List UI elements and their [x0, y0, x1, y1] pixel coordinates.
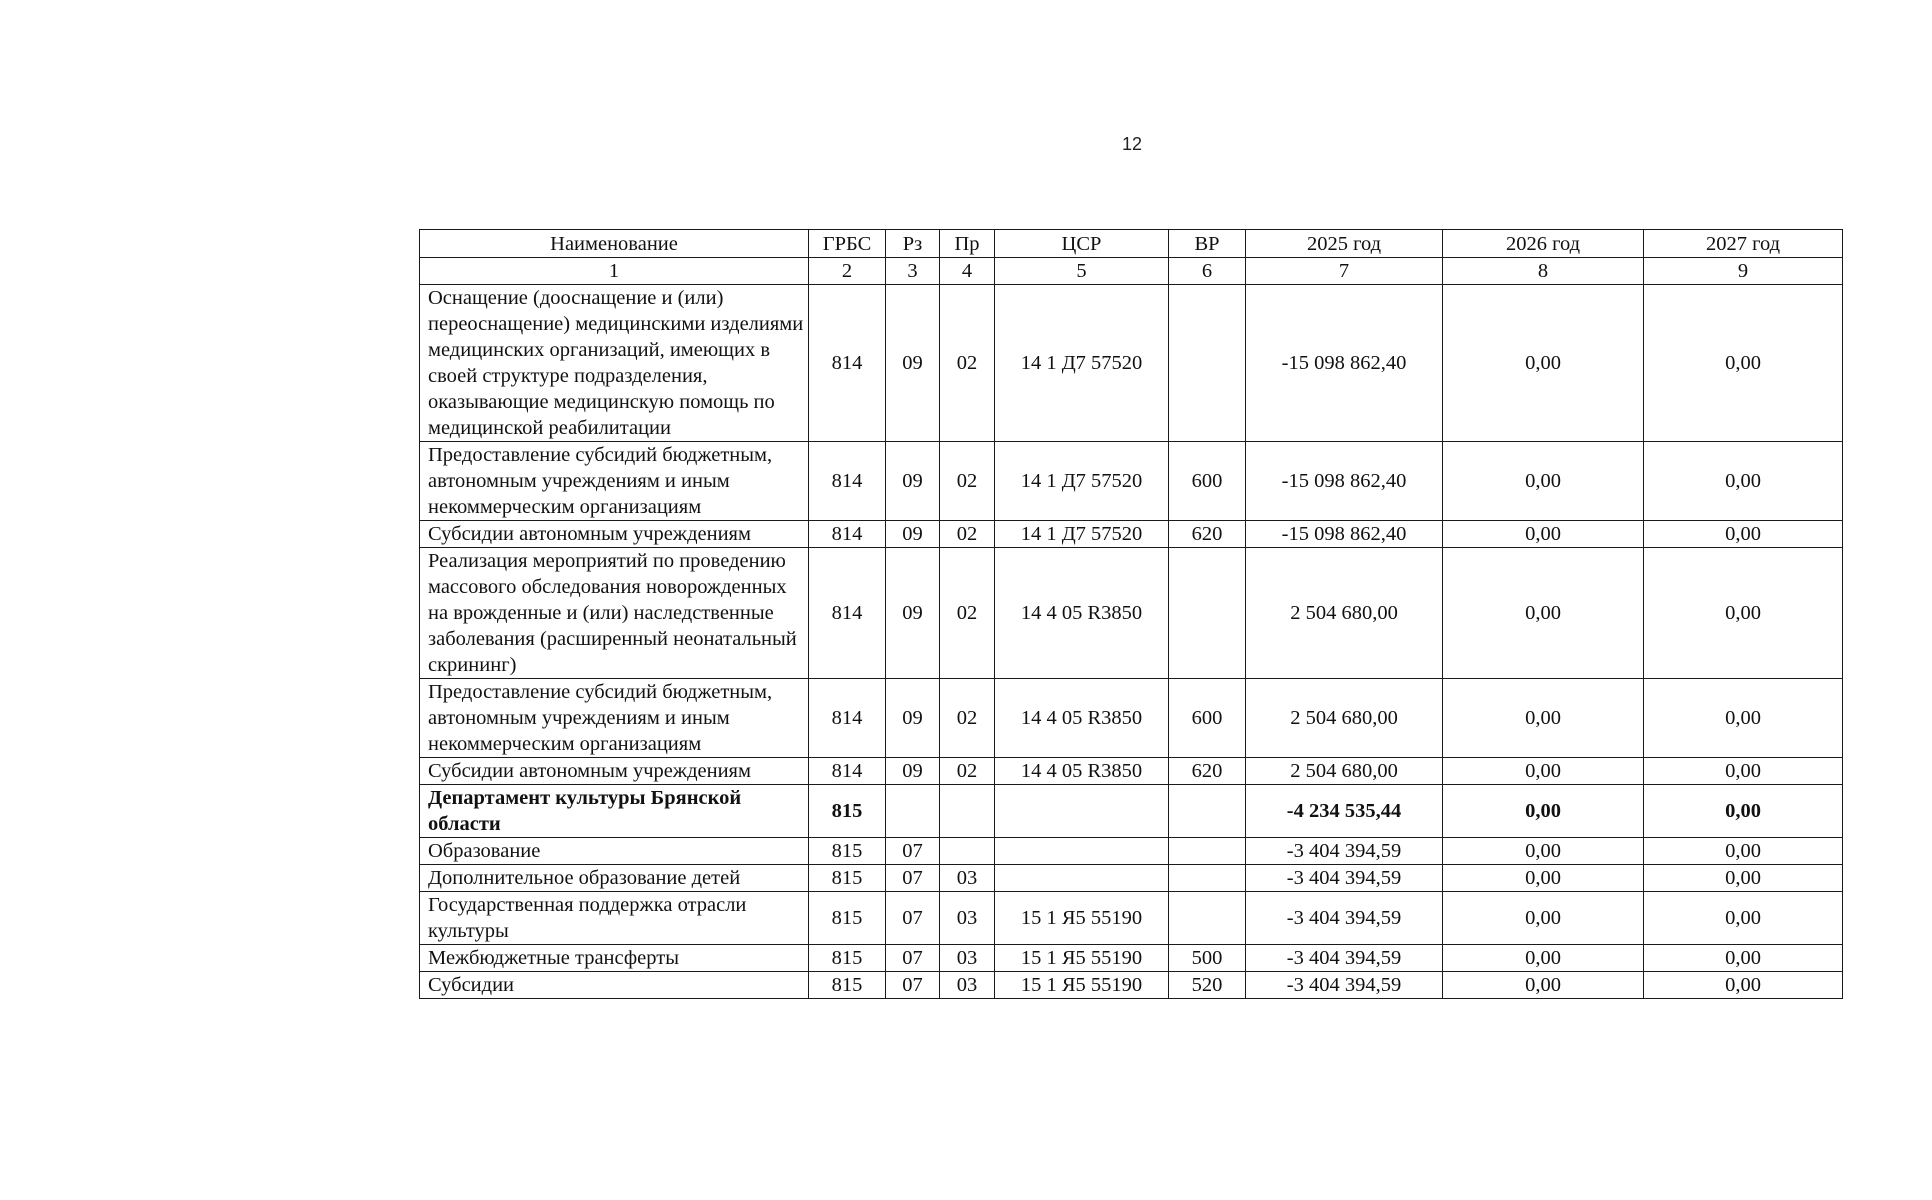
row-csr-cell: 14 4 05 R3850 — [995, 679, 1169, 758]
row-vr-cell: 600 — [1169, 442, 1246, 521]
row-pr-cell: 02 — [940, 679, 995, 758]
row-2026-cell: 0,00 — [1443, 442, 1644, 521]
column-number-cell: 3 — [886, 258, 940, 285]
table-row — [420, 758, 1843, 785]
row-2027-cell: 0,00 — [1644, 785, 1843, 838]
column-number-cell: 9 — [1644, 258, 1843, 285]
row-name-cell: Государственная поддержка отрасли культуры — [420, 892, 809, 945]
row-vr-cell — [1169, 285, 1246, 442]
row-2027-cell: 0,00 — [1644, 838, 1843, 865]
row-vr-cell: 600 — [1169, 679, 1246, 758]
row-2026-cell: 0,00 — [1443, 521, 1644, 548]
column-number-cell: 7 — [1246, 258, 1443, 285]
row-csr-cell: 14 1 Д7 57520 — [995, 442, 1169, 521]
table-row — [420, 892, 1843, 945]
row-csr-cell: 15 1 Я5 55190 — [995, 945, 1169, 972]
row-rz-cell: 09 — [886, 548, 940, 679]
row-rz-cell: 07 — [886, 892, 940, 945]
table-row — [420, 838, 1843, 865]
table-row — [420, 521, 1843, 548]
table-body — [420, 230, 1843, 999]
row-grbs-cell: 814 — [809, 442, 886, 521]
row-rz-cell: 07 — [886, 972, 940, 999]
row-2026-cell: 0,00 — [1443, 972, 1644, 999]
row-name-cell: Предоставление субсидий бюджетным, автономным учреждениям и иным некоммерческим организациям — [420, 442, 809, 521]
budget-table — [419, 229, 1843, 999]
table-row — [420, 865, 1843, 892]
row-csr-cell: 14 4 05 R3850 — [995, 758, 1169, 785]
row-name-cell: Департамент культуры Брянской области — [420, 785, 809, 838]
row-vr-cell: 520 — [1169, 972, 1246, 999]
row-name-cell: Реализация мероприятий по проведению массового обследования новорожденных на врожденные и (или) наследственные заболевания (расширенный неонатальный скрининг) — [420, 548, 809, 679]
row-name-cell: Субсидии автономным учреждениям — [420, 758, 809, 785]
row-name-cell: Образование — [420, 838, 809, 865]
row-pr-cell: 03 — [940, 972, 995, 999]
row-2026-cell: 0,00 — [1443, 548, 1644, 679]
row-pr-cell: 02 — [940, 548, 995, 679]
row-pr-cell: 02 — [940, 521, 995, 548]
row-csr-cell: 14 1 Д7 57520 — [995, 521, 1169, 548]
table-row — [420, 548, 1843, 679]
header-row — [420, 230, 1843, 258]
row-2027-cell: 0,00 — [1644, 521, 1843, 548]
header-cell-2027: 2027 год — [1644, 230, 1843, 258]
table-row — [420, 285, 1843, 442]
row-2027-cell: 0,00 — [1644, 972, 1843, 999]
row-2026-cell: 0,00 — [1443, 758, 1644, 785]
table-row — [420, 442, 1843, 521]
row-rz-cell: 09 — [886, 521, 940, 548]
header-cell-rz: Рз — [886, 230, 940, 258]
row-name-cell: Субсидии автономным учреждениям — [420, 521, 809, 548]
column-number-row — [420, 258, 1843, 285]
row-grbs-cell: 815 — [809, 865, 886, 892]
row-2026-cell: 0,00 — [1443, 785, 1644, 838]
row-grbs-cell: 815 — [809, 945, 886, 972]
row-rz-cell: 09 — [886, 442, 940, 521]
row-pr-cell: 03 — [940, 945, 995, 972]
header-cell-csr: ЦСР — [995, 230, 1169, 258]
table-row — [420, 679, 1843, 758]
table-row — [420, 785, 1843, 838]
row-2025-cell: -15 098 862,40 — [1246, 442, 1443, 521]
row-pr-cell: 03 — [940, 865, 995, 892]
row-name-cell: Дополнительное образование детей — [420, 865, 809, 892]
row-2025-cell: -3 404 394,59 — [1246, 865, 1443, 892]
column-number-cell: 6 — [1169, 258, 1246, 285]
row-csr-cell: 15 1 Я5 55190 — [995, 972, 1169, 999]
row-pr-cell — [940, 785, 995, 838]
row-vr-cell — [1169, 548, 1246, 679]
row-2027-cell: 0,00 — [1644, 442, 1843, 521]
row-grbs-cell: 815 — [809, 892, 886, 945]
row-grbs-cell: 814 — [809, 758, 886, 785]
row-2025-cell: 2 504 680,00 — [1246, 679, 1443, 758]
row-2027-cell: 0,00 — [1644, 548, 1843, 679]
header-cell-2025: 2025 год — [1246, 230, 1443, 258]
row-csr-cell: 14 1 Д7 57520 — [995, 285, 1169, 442]
row-2025-cell: -15 098 862,40 — [1246, 285, 1443, 442]
row-pr-cell: 02 — [940, 442, 995, 521]
row-pr-cell — [940, 838, 995, 865]
header-cell-name: Наименование — [420, 230, 809, 258]
row-2027-cell: 0,00 — [1644, 758, 1843, 785]
header-cell-2026: 2026 год — [1443, 230, 1644, 258]
row-rz-cell: 07 — [886, 838, 940, 865]
row-name-cell: Предоставление субсидий бюджетным, автономным учреждениям и иным некоммерческим организациям — [420, 679, 809, 758]
row-2025-cell: 2 504 680,00 — [1246, 758, 1443, 785]
column-number-cell: 8 — [1443, 258, 1644, 285]
row-2026-cell: 0,00 — [1443, 679, 1644, 758]
row-2026-cell: 0,00 — [1443, 865, 1644, 892]
row-name-cell: Межбюджетные трансферты — [420, 945, 809, 972]
row-2025-cell: -3 404 394,59 — [1246, 892, 1443, 945]
row-2025-cell: -4 234 535,44 — [1246, 785, 1443, 838]
row-vr-cell — [1169, 838, 1246, 865]
row-name-cell: Оснащение (дооснащение и (или) переоснащение) медицинскими изделиями медицинских организаций, имеющих в своей структуре подразделения, оказывающие медицинскую помощь по медицинской реабилитации — [420, 285, 809, 442]
row-pr-cell: 02 — [940, 758, 995, 785]
row-name-cell: Субсидии — [420, 972, 809, 999]
row-rz-cell: 09 — [886, 758, 940, 785]
row-vr-cell: 620 — [1169, 758, 1246, 785]
row-grbs-cell: 814 — [809, 679, 886, 758]
row-rz-cell: 07 — [886, 865, 940, 892]
column-number-cell: 2 — [809, 258, 886, 285]
row-2025-cell: 2 504 680,00 — [1246, 548, 1443, 679]
header-cell-pr: Пр — [940, 230, 995, 258]
row-2027-cell: 0,00 — [1644, 679, 1843, 758]
row-2027-cell: 0,00 — [1644, 865, 1843, 892]
row-vr-cell — [1169, 865, 1246, 892]
row-2027-cell: 0,00 — [1644, 945, 1843, 972]
row-grbs-cell: 815 — [809, 785, 886, 838]
row-grbs-cell: 814 — [809, 285, 886, 442]
row-2027-cell: 0,00 — [1644, 892, 1843, 945]
row-rz-cell: 09 — [886, 285, 940, 442]
row-2025-cell: -3 404 394,59 — [1246, 838, 1443, 865]
row-2025-cell: -3 404 394,59 — [1246, 945, 1443, 972]
row-pr-cell: 02 — [940, 285, 995, 442]
row-2026-cell: 0,00 — [1443, 892, 1644, 945]
table-row — [420, 945, 1843, 972]
header-cell-grbs: ГРБС — [809, 230, 886, 258]
row-rz-cell: 09 — [886, 679, 940, 758]
row-2025-cell: -3 404 394,59 — [1246, 972, 1443, 999]
row-grbs-cell: 815 — [809, 838, 886, 865]
row-vr-cell: 620 — [1169, 521, 1246, 548]
row-csr-cell — [995, 785, 1169, 838]
budget-table-container — [419, 229, 1843, 999]
page-number: 12 — [1121, 134, 1143, 154]
row-grbs-cell: 814 — [809, 521, 886, 548]
row-csr-cell — [995, 838, 1169, 865]
row-csr-cell — [995, 865, 1169, 892]
row-2026-cell: 0,00 — [1443, 838, 1644, 865]
row-vr-cell: 500 — [1169, 945, 1246, 972]
header-cell-vr: ВР — [1169, 230, 1246, 258]
row-2026-cell: 0,00 — [1443, 285, 1644, 442]
row-csr-cell: 14 4 05 R3850 — [995, 548, 1169, 679]
row-vr-cell — [1169, 892, 1246, 945]
row-vr-cell — [1169, 785, 1246, 838]
column-number-cell: 5 — [995, 258, 1169, 285]
row-2027-cell: 0,00 — [1644, 285, 1843, 442]
row-pr-cell: 03 — [940, 892, 995, 945]
column-number-cell: 4 — [940, 258, 995, 285]
table-row — [420, 972, 1843, 999]
row-2025-cell: -15 098 862,40 — [1246, 521, 1443, 548]
row-csr-cell: 15 1 Я5 55190 — [995, 892, 1169, 945]
row-grbs-cell: 815 — [809, 972, 886, 999]
row-rz-cell — [886, 785, 940, 838]
row-grbs-cell: 814 — [809, 548, 886, 679]
row-2026-cell: 0,00 — [1443, 945, 1644, 972]
row-rz-cell: 07 — [886, 945, 940, 972]
column-number-cell: 1 — [420, 258, 809, 285]
